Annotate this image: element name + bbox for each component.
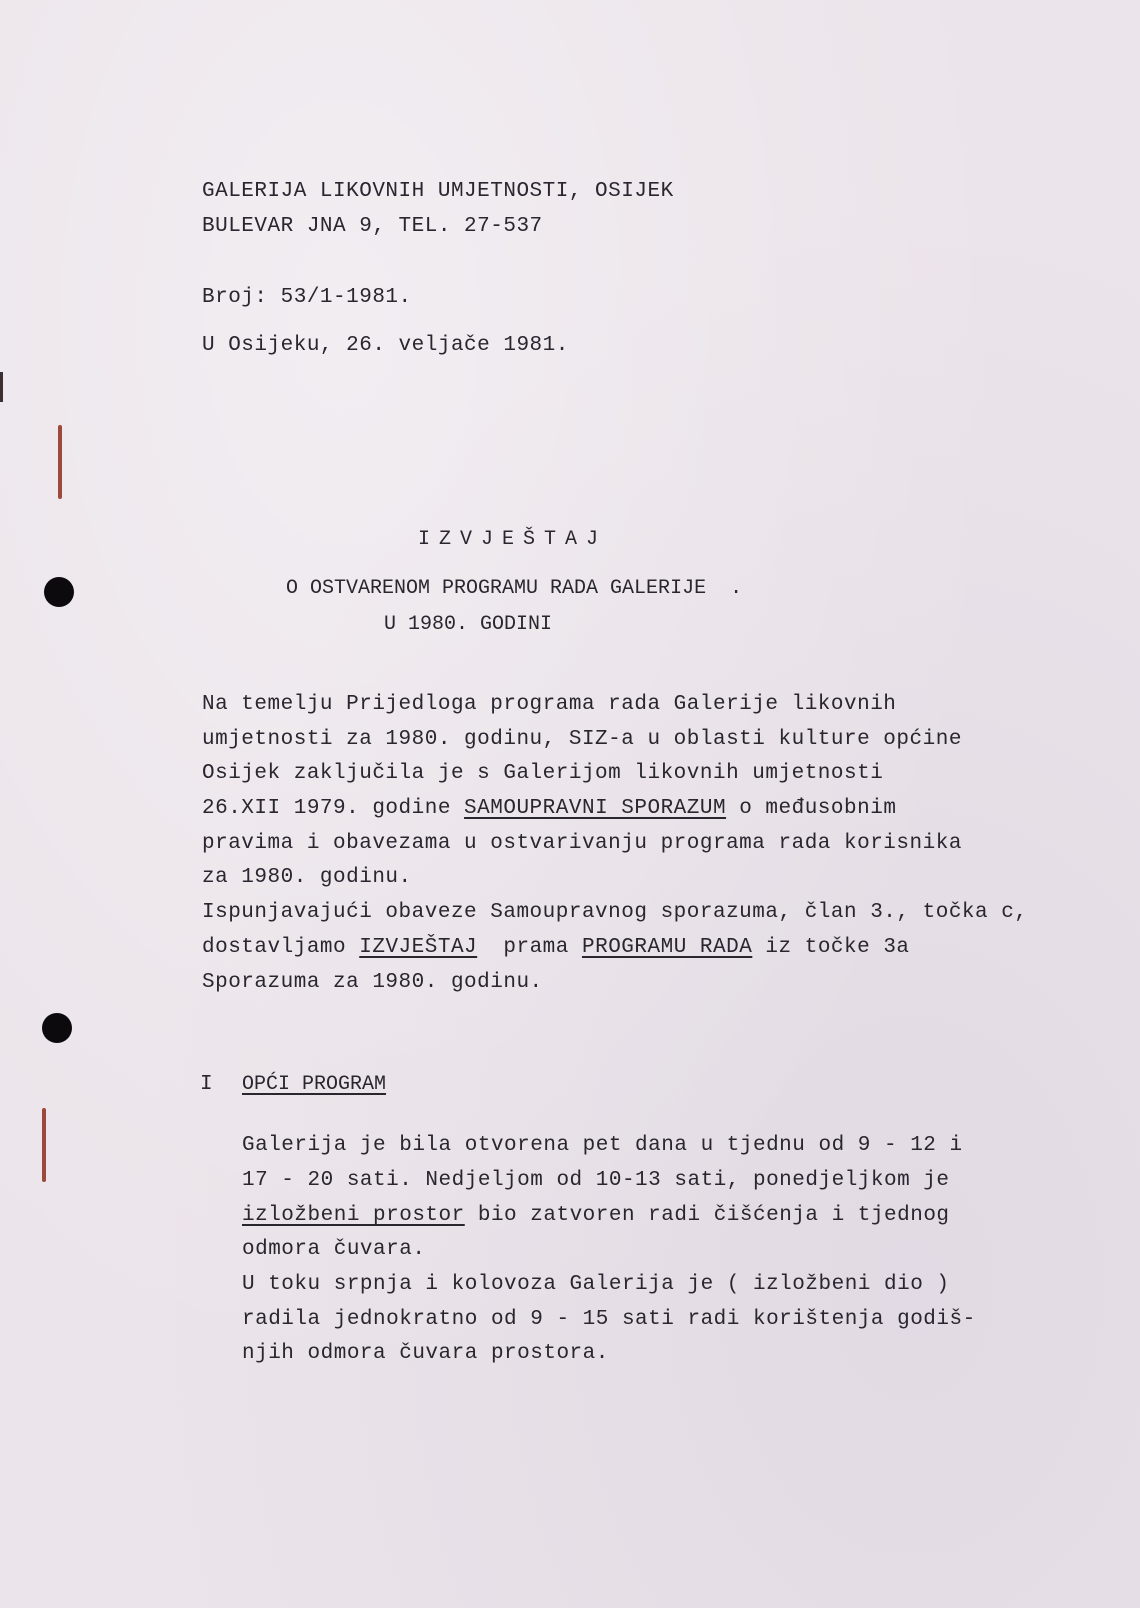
- punch-hole-top: [44, 577, 74, 607]
- intro-line: Sporazuma za 1980. godinu.: [202, 971, 543, 994]
- section-line: odmora čuvara.: [242, 1238, 426, 1261]
- document-date: U Osijeku, 26. veljače 1981.: [202, 334, 569, 357]
- institution-address: BULEVAR JNA 9, TEL. 27-537: [202, 215, 543, 238]
- intro-text: 26.XII 1979. godine: [202, 797, 465, 820]
- document-number: Broj: 53/1-1981.: [202, 286, 412, 309]
- intro-line: [202, 797, 896, 821]
- page-edge-mark: [0, 372, 3, 402]
- report-term: IZVJEŠTAJ: [359, 936, 478, 959]
- intro-text: prama: [477, 936, 582, 959]
- exhibition-space-term: izložbeni prostor: [242, 1204, 465, 1227]
- intro-line: [202, 936, 910, 960]
- institution-name: GALERIJA LIKOVNIH UMJETNOSTI, OSIJEK: [202, 180, 674, 203]
- intro-line: za 1980. godinu.: [202, 866, 412, 889]
- intro-line: Osijek zaključila je s Galerijom likovnih umjetnosti: [202, 762, 884, 785]
- section-line: radila jednokratno od 9 - 15 sati radi korištenja godiš-: [242, 1308, 976, 1331]
- intro-line: umjetnosti za 1980. godinu, SIZ-a u oblasti kulture općine: [202, 728, 962, 751]
- intro-text: o međusobnim: [726, 797, 897, 820]
- staple-mark-bottom: [42, 1108, 46, 1182]
- report-title: IZVJEŠTAJ: [418, 528, 608, 551]
- section-line: njih odmora čuvara prostora.: [242, 1342, 609, 1365]
- report-subtitle-line-1: O OSTVARENOM PROGRAMU RADA GALERIJE .: [286, 577, 743, 600]
- intro-text: dostavljamo: [202, 936, 360, 959]
- intro-text: iz točke 3a: [752, 936, 910, 959]
- intro-line: Ispunjavajući obaveze Samoupravnog sporazuma, član 3., točka c,: [202, 901, 1028, 924]
- section-line: U toku srpnja i kolovoza Galerija je ( izložbeni dio ): [242, 1273, 950, 1296]
- section-text: bio zatvoren radi čišćenja i tjednog: [464, 1204, 950, 1227]
- punch-hole-bottom: [42, 1013, 72, 1043]
- staple-mark-top: [58, 425, 62, 499]
- section-line: 17 - 20 sati. Nedjeljom od 10-13 sati, ponedjeljkom je: [242, 1169, 950, 1192]
- agreement-term: SAMOUPRAVNI SPORAZUM: [464, 797, 727, 820]
- section-numeral: I: [200, 1073, 214, 1096]
- program-term: PROGRAMU RADA: [581, 936, 753, 959]
- section-heading: OPĆI PROGRAM: [242, 1073, 387, 1096]
- section-line: Galerija je bila otvorena pet dana u tjednu od 9 - 12 i: [242, 1134, 963, 1157]
- intro-line: pravima i obavezama u ostvarivanju programa rada korisnika: [202, 832, 962, 855]
- section-line: [242, 1204, 950, 1228]
- report-subtitle-line-2: U 1980. GODINI: [384, 613, 553, 636]
- intro-line: Na temelju Prijedloga programa rada Galerije likovnih: [202, 693, 897, 716]
